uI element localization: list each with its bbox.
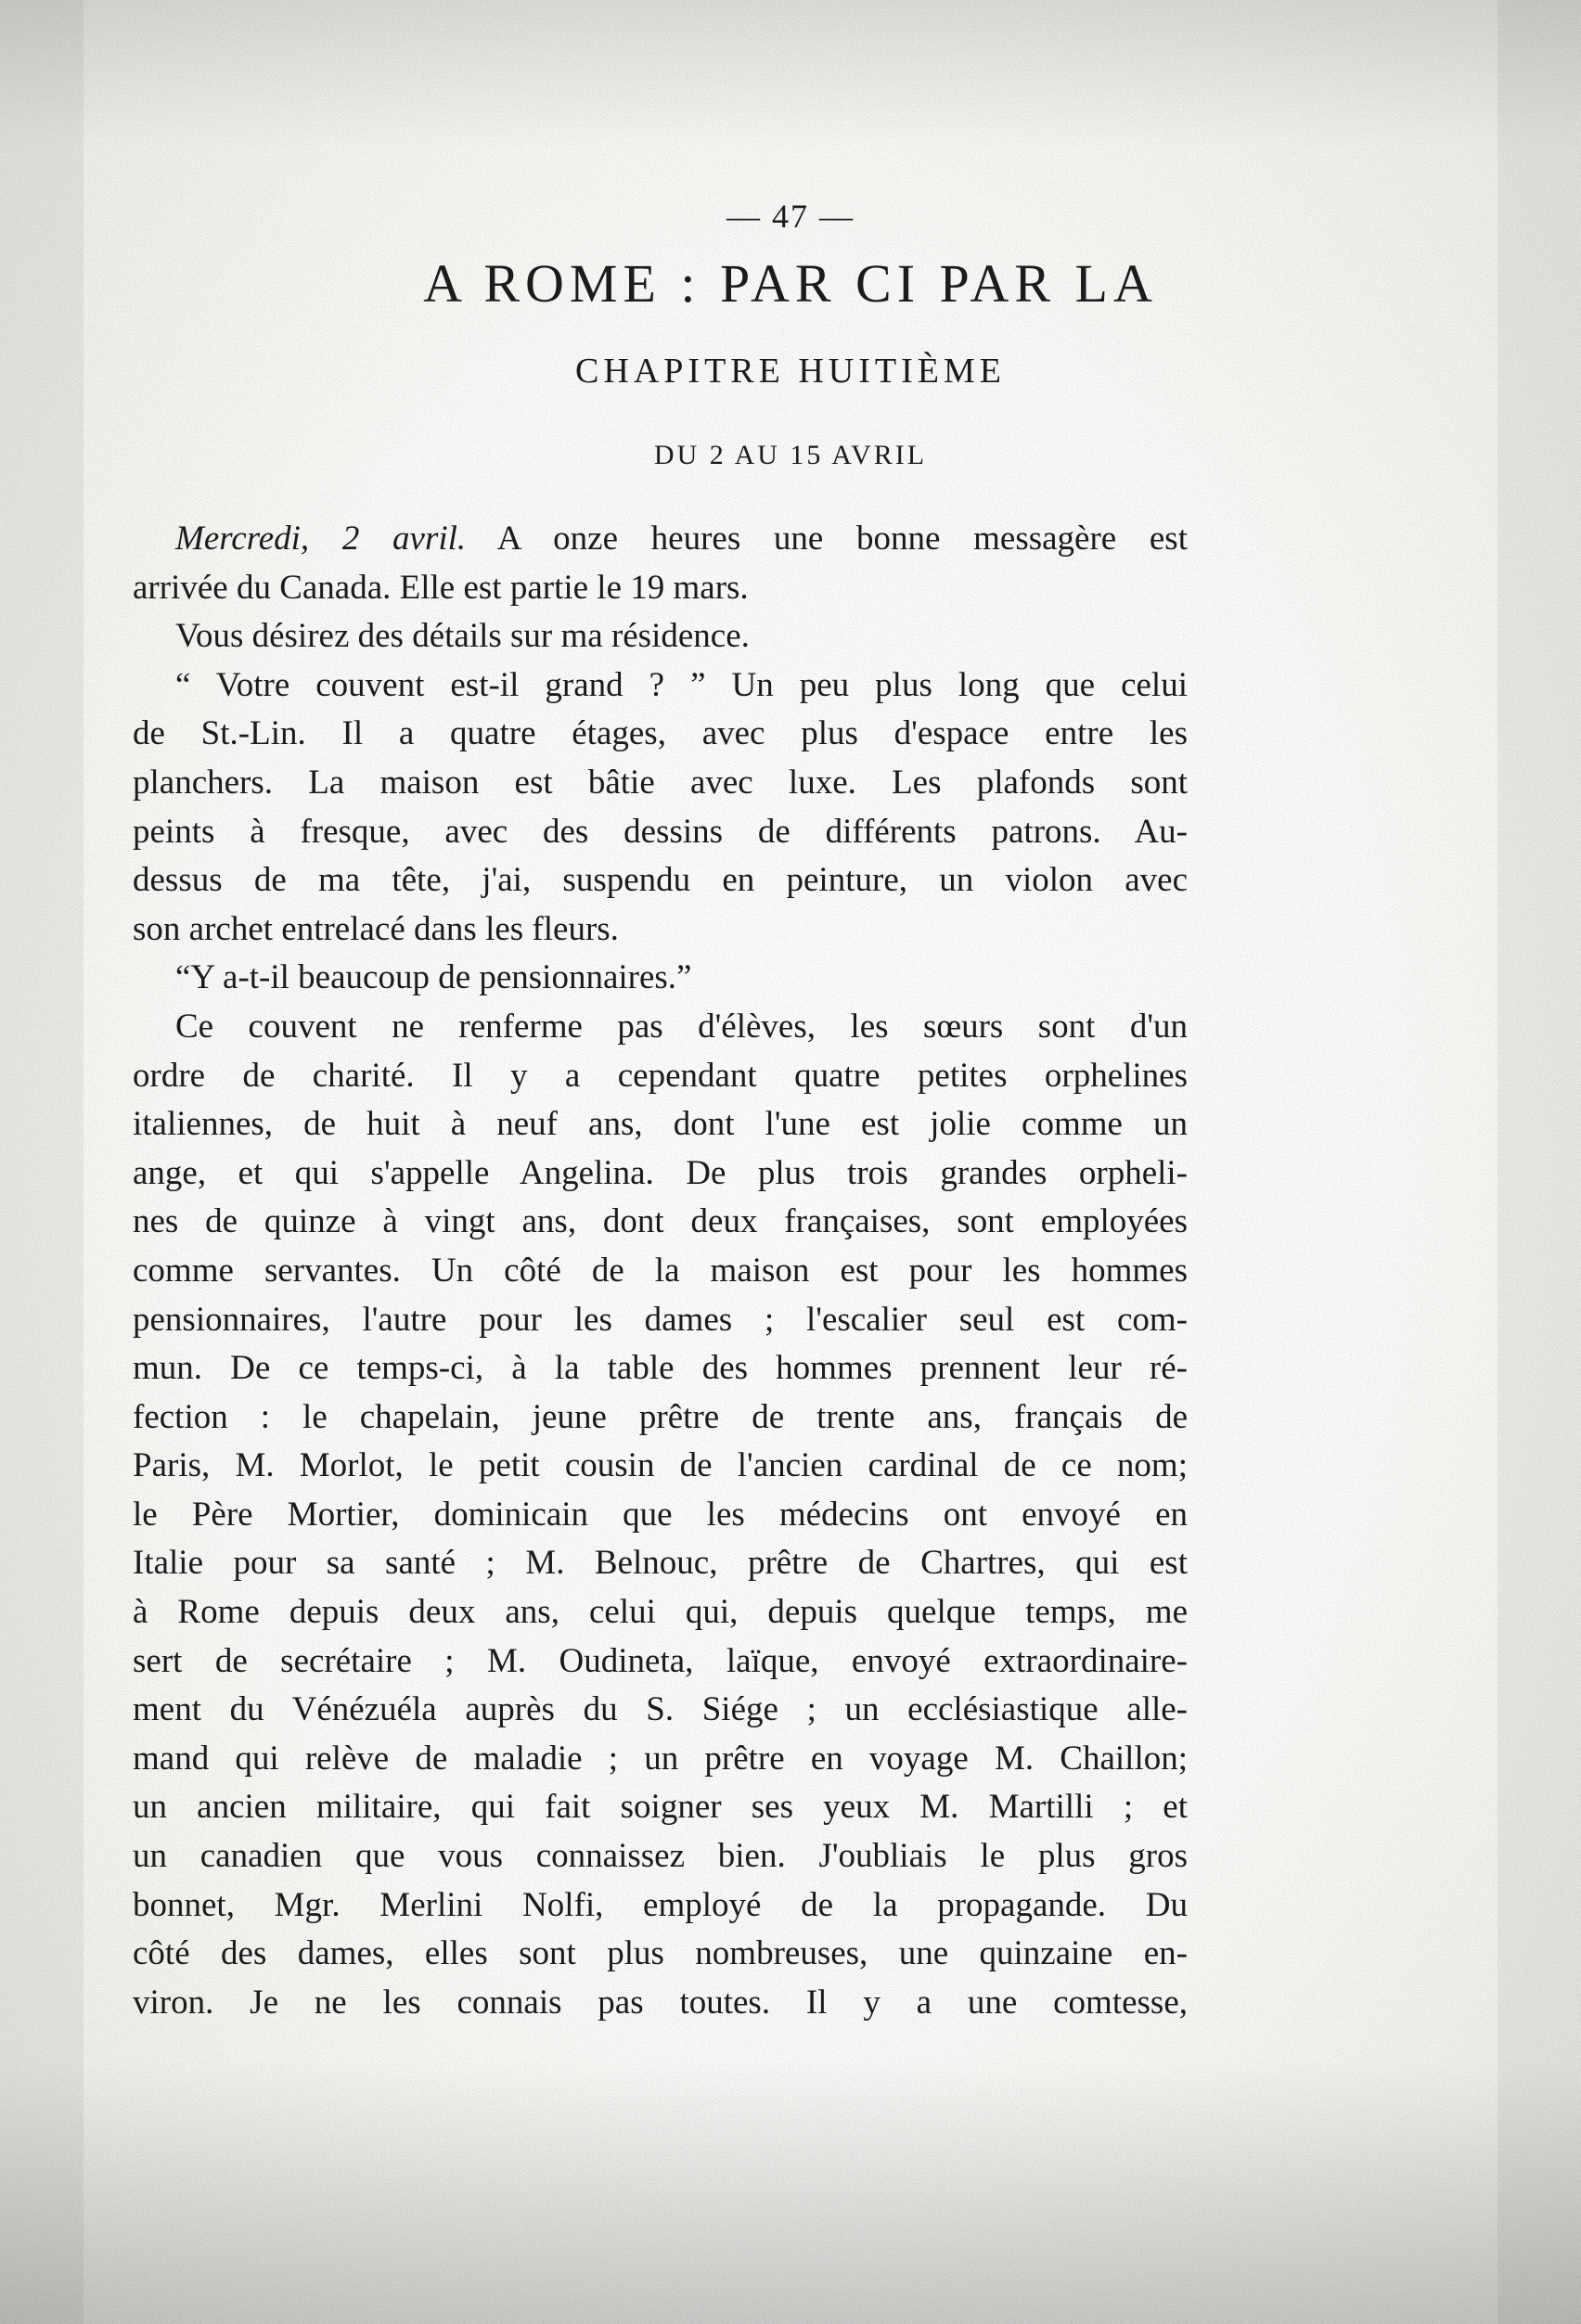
text-line: [133, 661, 1188, 711]
line-text: un canadien que vous connaissez bien. J'oubliais le plus gros: [133, 1837, 1188, 1876]
text-line: [133, 856, 1188, 905]
text-line: [133, 710, 1188, 759]
chapter-heading: CHAPITRE HUITIÈME: [575, 352, 1006, 391]
line-text: à Rome depuis deux ans, celui qui, depuis quelque temps, me: [133, 1593, 1188, 1632]
text-line: [133, 612, 1188, 661]
text-line: [133, 1735, 1188, 1784]
line-text: ange, et qui s'appelle Angelina. De plus trois grandes orpheli-: [133, 1153, 1188, 1192]
text-line: [133, 1149, 1188, 1199]
line-text: Vous désirez des détails sur ma résidence.: [175, 617, 750, 656]
text-line: [133, 1930, 1188, 1979]
text-line: [133, 1247, 1188, 1296]
text-line: [133, 1783, 1188, 1832]
text-line: [133, 1881, 1188, 1931]
text-line: [133, 905, 1188, 955]
page-title: A ROME : PAR CI PAR LA: [423, 253, 1158, 314]
line-text: ordre de charité. Il y a cependant quatre petites orphelines: [133, 1056, 1188, 1095]
line-text: “Y a-t-il beaucoup de pensionnaires.”: [175, 958, 692, 997]
line-text: peints à fresque, avec des dessins de différents patrons. Au-: [133, 812, 1188, 851]
line-text: mand qui relève de maladie ; un prêtre en voyage M. Chaillon;: [133, 1739, 1188, 1778]
text-line: [133, 1344, 1188, 1393]
text-line: [133, 1637, 1188, 1687]
text-line: [133, 1491, 1188, 1540]
line-text: comme servantes. Un côté de la maison est pour les hommes: [133, 1251, 1188, 1290]
line-text: de St.-Lin. Il a quatre étages, avec plus d'espace entre les: [133, 714, 1188, 753]
line-text: italiennes, de huit à neuf ans, dont l'une est jolie comme un: [133, 1105, 1188, 1144]
text-line: [133, 515, 1188, 564]
date-range-subtitle: DU 2 AU 15 AVRIL: [653, 440, 928, 470]
date-lead: Mercredi, 2 avril.: [175, 520, 467, 558]
text-line: [133, 1393, 1188, 1443]
line-text: fection : le chapelain, jeune prêtre de trente ans, français de: [133, 1397, 1188, 1436]
line-text: dessus de ma tête, j'ai, suspendu en peinture, un violon avec: [133, 861, 1188, 900]
line-text: bonnet, Mgr. Merlini Nolfi, employé de la propagande. Du: [133, 1885, 1188, 1924]
line-text: un ancien militaire, qui fait soigner ses yeux M. Martilli ; et: [133, 1788, 1188, 1827]
line-text: Italie pour sa santé ; M. Belnouc, prêtre de Chartres, qui est: [133, 1544, 1188, 1583]
body-text: [133, 515, 1188, 2027]
text-line: [133, 1052, 1188, 1101]
text-line: [133, 1832, 1188, 1881]
text-line: [133, 1442, 1188, 1491]
text-line: [133, 1686, 1188, 1735]
text-line: [133, 1539, 1188, 1588]
line-text: ment du Vénézuéla auprès du S. Siége ; un ecclésiastique alle-: [133, 1690, 1188, 1729]
line-text: pensionnaires, l'autre pour les dames ; l'escalier seul est com-: [133, 1300, 1188, 1339]
line-text: A onze heures une bonne messagère est: [466, 520, 1188, 558]
line-text: le Père Mortier, dominicain que les médecins ont envoyé en: [133, 1495, 1188, 1534]
text-line: [133, 1100, 1188, 1149]
text-line: [133, 759, 1188, 808]
text-line: [133, 1296, 1188, 1345]
line-text: viron. Je ne les connais pas toutes. Il y a une comtesse,: [133, 1983, 1188, 2022]
line-text: “ Votre couvent est-il grand ? ” Un peu plus long que celui: [175, 665, 1188, 704]
text-line: [133, 1198, 1188, 1247]
line-text: Ce couvent ne renferme pas d'élèves, les sœurs sont d'un: [175, 1007, 1188, 1046]
line-text: son archet entrelacé dans les fleurs.: [133, 909, 619, 948]
line-text: arrivée du Canada. Elle est partie le 19 mars.: [133, 568, 749, 607]
text-line: [133, 1003, 1188, 1052]
line-text: planchers. La maison est bâtie avec luxe. Les plafonds sont: [133, 763, 1188, 802]
line-text: Paris, M. Morlot, le petit cousin de l'ancien cardinal de ce nom;: [133, 1446, 1188, 1485]
line-text: mun. De ce temps-ci, à la table des hommes prennent leur ré-: [133, 1349, 1188, 1388]
text-line: [133, 564, 1188, 613]
text-line: [133, 808, 1188, 857]
line-text: côté des dames, elles sont plus nombreuses, une quinzaine en-: [133, 1934, 1188, 1973]
text-line: [133, 954, 1188, 1003]
text-line: [133, 1588, 1188, 1637]
line-text: sert de secrétaire ; M. Oudineta, laïque, envoyé extraordinaire-: [133, 1641, 1188, 1680]
page-number: — 47 —: [726, 198, 855, 235]
text-line: [133, 1979, 1188, 2028]
line-text: nes de quinze à vingt ans, dont deux françaises, sont employées: [133, 1202, 1188, 1241]
